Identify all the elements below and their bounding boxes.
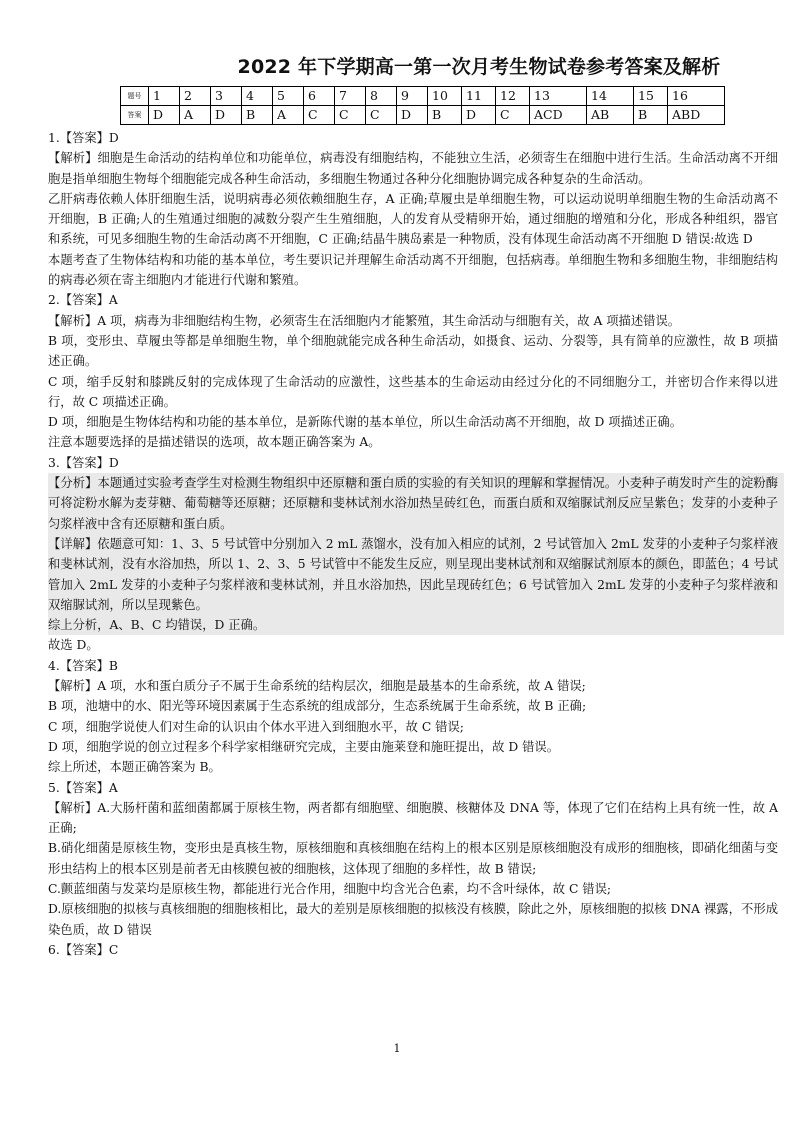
question-number: 8 (366, 87, 397, 106)
explanation-paragraph: D 项，细胞是生物体结构和功能的基本单位，是新陈代谢的基本单位，所以生命活动离不开细胞，故 D 项描述正确。 (48, 415, 682, 430)
explanation-paragraph: 【解析】细胞是生命活动的结构单位和功能单位，病毒没有细胞结构，不能独立生活，必须寄生在细胞中进行生活。生命活动离不开细胞是指单细胞生物每个细胞能完成各种生命活动，多细胞生物通过各种分化细胞协调完成各种复杂的生命活动。 (48, 151, 778, 186)
explanation-paragraph: 乙肝病毒依赖人体肝细胞生活，说明病毒必须依赖细胞生存，A 正确;草履虫是单细胞生物，可以运动说明单细胞生物的生命活动离不开细胞，B 正确;人的生殖通过细胞的减数分裂产生生殖细胞，人的发育从受精卵开始，通过细胞的增殖和分化，形成各种组织，器官和系统，可见多细胞生物的生命活动离不开细胞，C 正确;结晶牛胰岛素是一种物质，没有体现生命活动离不开细胞 D 错误:故选 D (48, 191, 778, 247)
answer-heading: 4.【答案】B (48, 658, 118, 673)
answer-cell: ABD (668, 106, 725, 125)
question-number: 3 (211, 87, 242, 106)
question-number: 15 (634, 87, 668, 106)
question-number: 4 (242, 87, 273, 106)
answer-cell: B (428, 106, 462, 125)
explanation-paragraph: 注意本题要选择的是描述错误的选项，故本题正确答案为 A。 (48, 435, 381, 450)
page-number: 1 (393, 1042, 401, 1055)
answer-heading: 2.【答案】A (48, 293, 118, 308)
question-number: 5 (273, 87, 304, 106)
question-number: 2 (180, 87, 211, 106)
question-number: 12 (496, 87, 530, 106)
answer-cell: D (211, 106, 242, 125)
explanation-paragraph: 综上分析，A、B、C 均错误，D 正确。 (48, 618, 266, 633)
answer-cell: C (366, 106, 397, 125)
explanation-paragraph: 【解析】A 项，水和蛋白质分子不属于生命系统的结构层次，细胞是最基本的生命系统，故 A 错误; (48, 679, 586, 694)
question-number: 14 (587, 87, 634, 106)
answer-heading: 1.【答案】D (48, 131, 119, 145)
answer-cell: A (273, 106, 304, 125)
question-number: 13 (530, 87, 587, 106)
page-title: 2022 年下学期高一第一次月考生物试卷参考答案及解析 (237, 56, 721, 78)
question-number: 9 (397, 87, 428, 106)
answer-cell: D (397, 106, 428, 125)
explanation-paragraph: 综上所述，本题正确答案为 B。 (48, 760, 221, 775)
answer-table (120, 86, 725, 125)
answer-cell: B (242, 106, 273, 125)
question-number: 11 (462, 87, 496, 106)
question-number: 10 (428, 87, 462, 106)
answer-heading: 6.【答案】C (48, 942, 119, 957)
question-number: 16 (668, 87, 725, 106)
answer-cell: B (634, 106, 668, 125)
explanation-paragraph: 【分析】本题通过实验考查学生对检测生物组织中还原糖和蛋白质的实验的有关知识的理解和掌握情况。小麦种子萌发时产生的淀粉酶可将淀粉水解为麦芽糖、葡萄糖等还原糖；还原糖和斐林试剂水浴加热呈砖红色，而蛋白质和双缩脲试剂反应呈紫色；发芽的小麦种子匀浆样液中含有还原糖和蛋白质。 (48, 476, 778, 531)
answer-cell: AB (587, 106, 634, 125)
question-number: 1 (149, 87, 180, 106)
explanation-paragraph: D 项，细胞学说的创立过程多个科学家相继研究完成，主要由施莱登和施旺提出，故 D 错误。 (48, 739, 560, 754)
answer-table-question-row (121, 87, 725, 106)
answer-cell: D (149, 106, 180, 125)
explanation-paragraph: 【解析】A.大肠杆菌和蓝细菌都属于原核生物，两者都有细胞壁、细胞膜、核糖体及 DNA 等，体现了它们在结构上具有统一性，故 A 正确; (48, 800, 778, 836)
explanation-paragraph: 本题考查了生物体结构和功能的基本单位，考生要识记并理解生命活动离不开细胞，包括病毒。单细胞生物和多细胞生物，非细胞结构的病毒必须在寄主细胞内才能进行代谢和繁殖。 (48, 252, 778, 288)
answer-cell: C (304, 106, 335, 125)
answer-cell: C (496, 106, 530, 125)
explanation-paragraph: B 项，池塘中的水、阳光等环境因素属于生态系统的组成部分，生态系统属于生命系统，故 B 正确; (48, 699, 587, 714)
explanation-paragraph: B.硝化细菌是原核生物，变形虫是真核生物，原核细胞和真核细胞在结构上的根本区别是原核细胞没有成形的细胞核，即硝化细菌与变形虫结构上的根本区别是前者无由核膜包被的细胞核，这体现了细胞的多样性，故 B 错误; (48, 841, 778, 876)
explanation-paragraph: C 项，缩手反射和膝跳反射的完成体现了生命活动的应激性，这些基本的生命运动由经过分化的不同细胞分工，并密切合作来得以进行，故 C 项描述正确。 (48, 374, 778, 409)
highlighted-explanation-block (48, 473, 784, 635)
explanation-paragraph: C 项，细胞学说使人们对生命的认识由个体水平进入到细胞水平，故 C 错误; (48, 719, 464, 734)
answer-heading: 3.【答案】D (48, 455, 119, 470)
answer-cell: ACD (530, 106, 587, 125)
answer-heading: 5.【答案】A (48, 780, 118, 795)
answer-explanations (48, 128, 778, 960)
question-number: 7 (335, 87, 366, 106)
question-number: 6 (304, 87, 335, 106)
explanation-paragraph: C.颤蓝细菌与发菜均是原核生物，都能进行光合作用，细胞中均含光合色素，均不含叶绿体，故 C 错误; (48, 881, 612, 896)
explanation-paragraph: 【解析】A 项，病毒为非细胞结构生物，必须寄生在活细胞内才能繁殖，其生命活动与细胞有关，故 A 项描述错误。 (48, 313, 681, 328)
answer-cell: A (180, 106, 211, 125)
answer-cell: D (462, 106, 496, 125)
explanation-paragraph: 故选 D。 (48, 638, 99, 653)
explanation-paragraph: D.原核细胞的拟核与真核细胞的细胞核相比，最大的差别是原核细胞的拟核没有核膜，除此之外，原核细胞的拟核 DNA 裸露，不形成染色质，故 D 错误 (48, 902, 778, 937)
row-label-answer: 答案 (121, 106, 149, 125)
explanation-paragraph: B 项，变形虫、草履虫等都是单细胞生物，单个细胞就能完成各种生命活动，如摄食、运动、分裂等，具有简单的应激性，故 B 项描述正确。 (48, 333, 778, 369)
row-label-question: 题号 (121, 87, 149, 106)
answer-table-answer-row (121, 106, 725, 125)
answer-cell: C (335, 106, 366, 125)
explanation-paragraph: 【详解】依题意可知：1、3、5 号试管中分别加入 2 mL 蒸馏水，没有加入相应的试剂，2 号试管加入 2mL 发芽的小麦种子匀浆样液和斐林试剂，没有水浴加热，所以 1、2、3、5 号试管中不能发生反应，则呈现出斐林试剂和双缩脲试剂原本的颜色，即蓝色；4 号试管加入 2mL 发芽的小麦种子匀浆样液和斐林试剂，并且水浴加热，因此呈现砖红色；6 号试管加入 2mL 发芽的小麦种子匀浆样液和双缩脲试剂，所以呈现紫色。 (48, 536, 778, 612)
